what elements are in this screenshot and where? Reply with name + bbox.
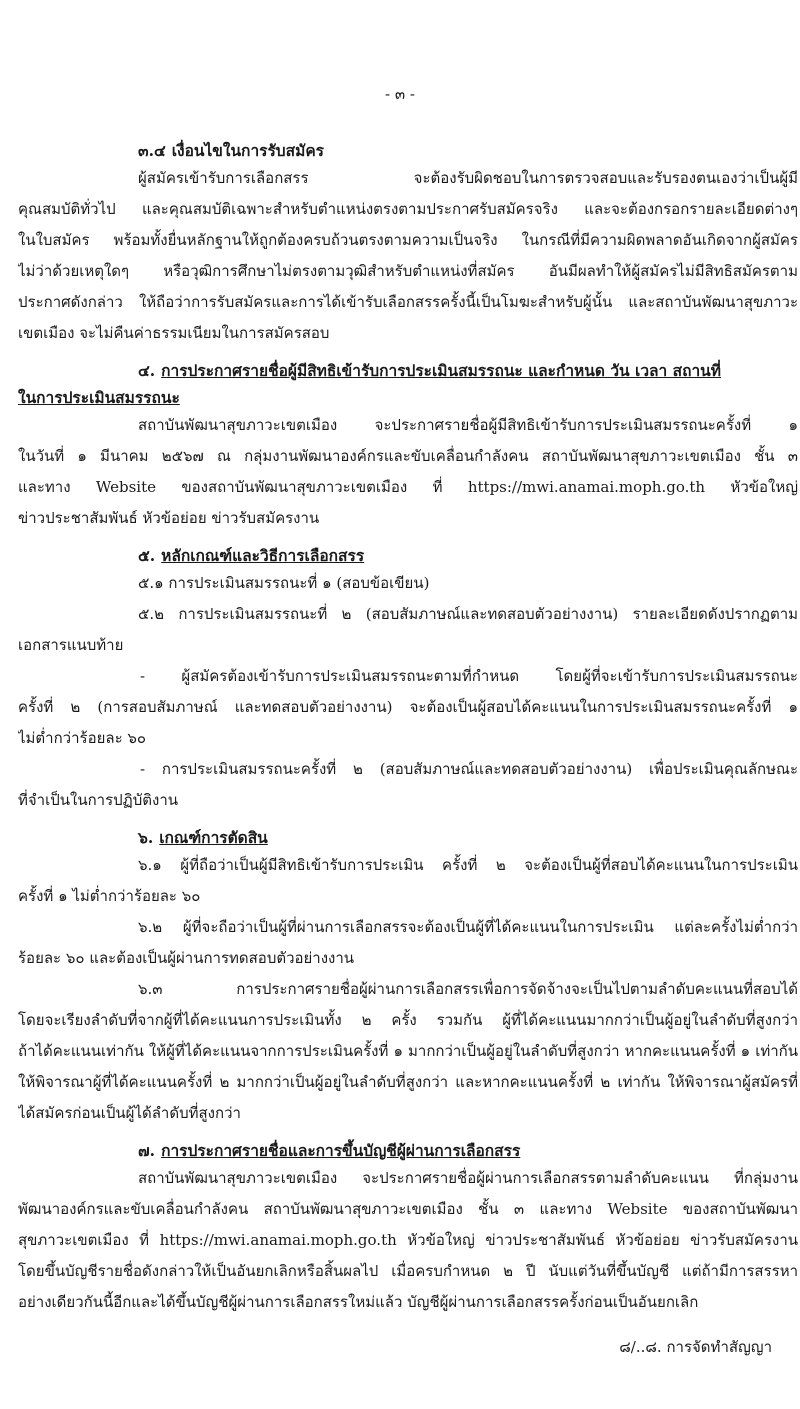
paragraph-line: ไม่ต่ำกว่าร้อยละ ๖๐ (18, 729, 147, 747)
section-title: เงื่อนไขในการรับสมัคร (171, 141, 325, 160)
paragraph-line: ได้สมัครก่อนเป็นผู้ได้ลำดับที่สูงกว่า (18, 1104, 241, 1122)
section-number: ๕. (138, 546, 156, 565)
paragraph-line: ประกาศดังกล่าว ให้ถือว่าการรับสมัครและการได้เข้ารับเลือกสรรครั้งนี้เป็นโมฆะสำหรับผู้นั้น และสถาบันพัฒนาสุขภาวะ (18, 293, 798, 311)
paragraph-line: ผู้สมัครเข้ารับการเลือกสรร จะต้องรับผิดชอบในการตรวจสอบและรับรองตนเองว่าเป็นผู้มี (138, 169, 798, 187)
section-number: ๖. (138, 828, 154, 847)
paragraph-line: ครั้งที่ ๒ (การสอบสัมภาษณ์ และทดสอบตัวอย่างงาน) จะต้องเป็นผู้สอบได้คะแนนในการประเมินสมรรถนะครั้งที่ ๑ (18, 698, 798, 716)
section-title-continued: ในการประเมินสมรรถนะ (18, 388, 180, 407)
paragraph-line: ให้พิจารณาผู้ที่ได้คะแนนครั้งที่ ๒ มากกว่าเป็นผู้อยู่ในลำดับที่สูงกว่า และหากคะแนนครั้งที่ ๒ เท่ากัน ให้พิจารณาผู้สมัครที่ (18, 1073, 798, 1091)
section-heading-7 (138, 1138, 520, 1163)
paragraph-line: เอกสารแนบท้าย (18, 636, 124, 654)
paragraph-line: ถ้าได้คะแนนเท่ากัน ให้ผู้ที่ได้คะแนนจากการประเมินครั้งที่ ๑ มากกว่าเป็นผู้อยู่ในลำดับที่สูงกว่า หากคะแนนครั้งที่ ๑ เท่ากัน (18, 1042, 798, 1060)
paragraph-line: - การประเมินสมรรถนะครั้งที่ ๒ (สอบสัมภาษณ์และทดสอบตัวอย่างงาน) เพื่อประเมินคุณลักษณะ (140, 760, 798, 778)
paragraph-line: ครั้งที่ ๑ ไม่ต่ำกว่าร้อยละ ๖๐ (18, 887, 201, 905)
paragraph-line: ๖.๓ การประกาศรายชื่อผู้ผ่านการเลือกสรรเพื่อการจัดจ้างจะเป็นไปตามลำดับคะแนนที่สอบได้ (138, 980, 798, 998)
section-number: ๓.๔ (138, 141, 166, 160)
paragraph-line: สุขภาวะเขตเมือง ที่ https://mwi.anamai.moph.go.th หัวข้อใหญ่ ข่าวประชาสัมพันธ์ หัวข้อย่อย ข่าวรับสมัครงาน (18, 1231, 798, 1249)
page-number: - ๓ - (385, 85, 415, 103)
paragraph-line: ๕.๑ การประเมินสมรรถนะที่ ๑ (สอบข้อเขียน) (138, 574, 430, 592)
paragraph-line: สถาบันพัฒนาสุขภาวะเขตเมือง จะประกาศรายชื่อผู้ผ่านการเลือกสรรตามลำดับคะแนน ที่กลุ่มงาน (138, 1169, 798, 1187)
section-heading-4 (138, 358, 798, 383)
paragraph-line: พัฒนาองค์กรและขับเคลื่อนกำลังคน สถาบันพัฒนาสุขภาวะเขตเมือง ชั้น ๓ และทาง Website ของสถาบันพัฒนา (18, 1200, 798, 1218)
section-title: เกณฑ์การตัดสิน (159, 828, 268, 847)
paragraph-line: ๖.๒ ผู้ที่จะถือว่าเป็นผู้ที่ผ่านการเลือกสรรจะต้องเป็นผู้ที่ได้คะแนนในการประเมิน แต่ละครั้งไม่ต่ำกว่า (138, 918, 798, 936)
paragraph-line: ๕.๒ การประเมินสมรรถนะที่ ๒ (สอบสัมภาษณ์และทดสอบตัวอย่างงาน) รายละเอียดดังปรากฏตาม (138, 605, 798, 623)
section-number: ๔. (138, 361, 156, 380)
section-heading-4-cont (18, 385, 180, 410)
paragraph-line: ๖.๑ ผู้ที่ถือว่าเป็นผู้มีสิทธิเข้ารับการประเมิน ครั้งที่ ๒ จะต้องเป็นผู้ที่สอบได้คะแนนในการประเมิน (138, 856, 798, 874)
paragraph-line: โดยจะเรียงลำดับที่จากผู้ที่ได้คะแนนการประเมินทั้ง ๒ ครั้ง รวมกัน ผู้ที่ได้คะแนนมากกว่าเป็นผู้อยู่ในลำดับที่สูงกว่า (18, 1011, 798, 1029)
paragraph-line: ข่าวประชาสัมพันธ์ หัวข้อย่อย ข่าวรับสมัครงาน (18, 509, 320, 527)
paragraph-line: ในวันที่ ๑ มีนาคม ๒๕๖๗ ณ กลุ่มงานพัฒนาองค์กรและขับเคลื่อนกำลังคน สถาบันพัฒนาสุขภาวะเขตเมือง ชั้น ๓ (18, 447, 798, 465)
section-heading-6 (138, 825, 268, 850)
paragraph-line: โดยขึ้นบัญชีรายชื่อดังกล่าวให้เป็นอันยกเลิกหรือสิ้นผลไป เมื่อครบกำหนด ๒ ปี นับแต่วันที่ขึ้นบัญชี แต่ถ้ามีการสรรหา (18, 1262, 798, 1280)
paragraph-line: ที่จำเป็นในการปฏิบัติงาน (18, 791, 178, 809)
section-title: การประกาศรายชื่อและการขึ้นบัญชีผู้ผ่านการเลือกสรร (161, 1141, 521, 1160)
paragraph-line: ในใบสมัคร พร้อมทั้งยื่นหลักฐานให้ถูกต้องครบถ้วนตรงตามความเป็นจริง ในกรณีที่มีความผิดพลาดอันเกิดจากผู้สมัคร (18, 231, 798, 249)
paragraph-line: และทาง Website ของสถาบันพัฒนาสุขภาวะเขตเมือง ที่ https://mwi.anamai.moph.go.th หัวข้อใหญ่ (18, 478, 798, 496)
paragraph-line: อย่างเดียวกันนี้อีกและได้ขึ้นบัญชีผู้ผ่านการเลือกสรรใหม่แล้ว บัญชีผู้ผ่านการเลือกสรรครั้งก่อนเป็นอันยกเลิก (18, 1293, 699, 1311)
section-title: การประกาศรายชื่อผู้มีสิทธิเข้ารับการประเมินสมรรถนะ และกำหนด วัน เวลา สถานที่ (161, 361, 721, 380)
footer-continuation: ๘/..๘. การจัดทำสัญญา (619, 1338, 772, 1356)
section-heading-3-4 (138, 138, 324, 163)
paragraph-line: สถาบันพัฒนาสุขภาวะเขตเมือง จะประกาศรายชื่อผู้มีสิทธิเข้ารับการประเมินสมรรถนะครั้งที่ ๑ (138, 416, 798, 434)
paragraph-line: เขตเมือง จะไม่คืนค่าธรรมเนียมในการสมัครสอบ (18, 324, 330, 342)
paragraph-line: ไม่ว่าด้วยเหตุใดๆ หรือวุฒิการศึกษาไม่ตรงตามวุฒิสำหรับตำแหน่งที่สมัคร อันมีผลทำให้ผู้สมัครไม่มีสิทธิสมัครตาม (18, 262, 798, 280)
paragraph-line: ร้อยละ ๖๐ และต้องเป็นผู้ผ่านการทดสอบตัวอย่างงาน (18, 949, 355, 967)
paragraph-line: คุณสมบัติทั่วไป และคุณสมบัติเฉพาะสำหรับตำแหน่งตรงตามประกาศรับสมัครจริง และจะต้องกรอกรายละเอียดต่างๆ (18, 200, 798, 218)
section-heading-5 (138, 543, 364, 568)
section-number: ๗. (138, 1141, 156, 1160)
paragraph-line: - ผู้สมัครต้องเข้ารับการประเมินสมรรถนะตามที่กำหนด โดยผู้ที่จะเข้ารับการประเมินสมรรถนะ (140, 667, 798, 685)
section-title: หลักเกณฑ์และวิธีการเลือกสรร (161, 546, 365, 565)
